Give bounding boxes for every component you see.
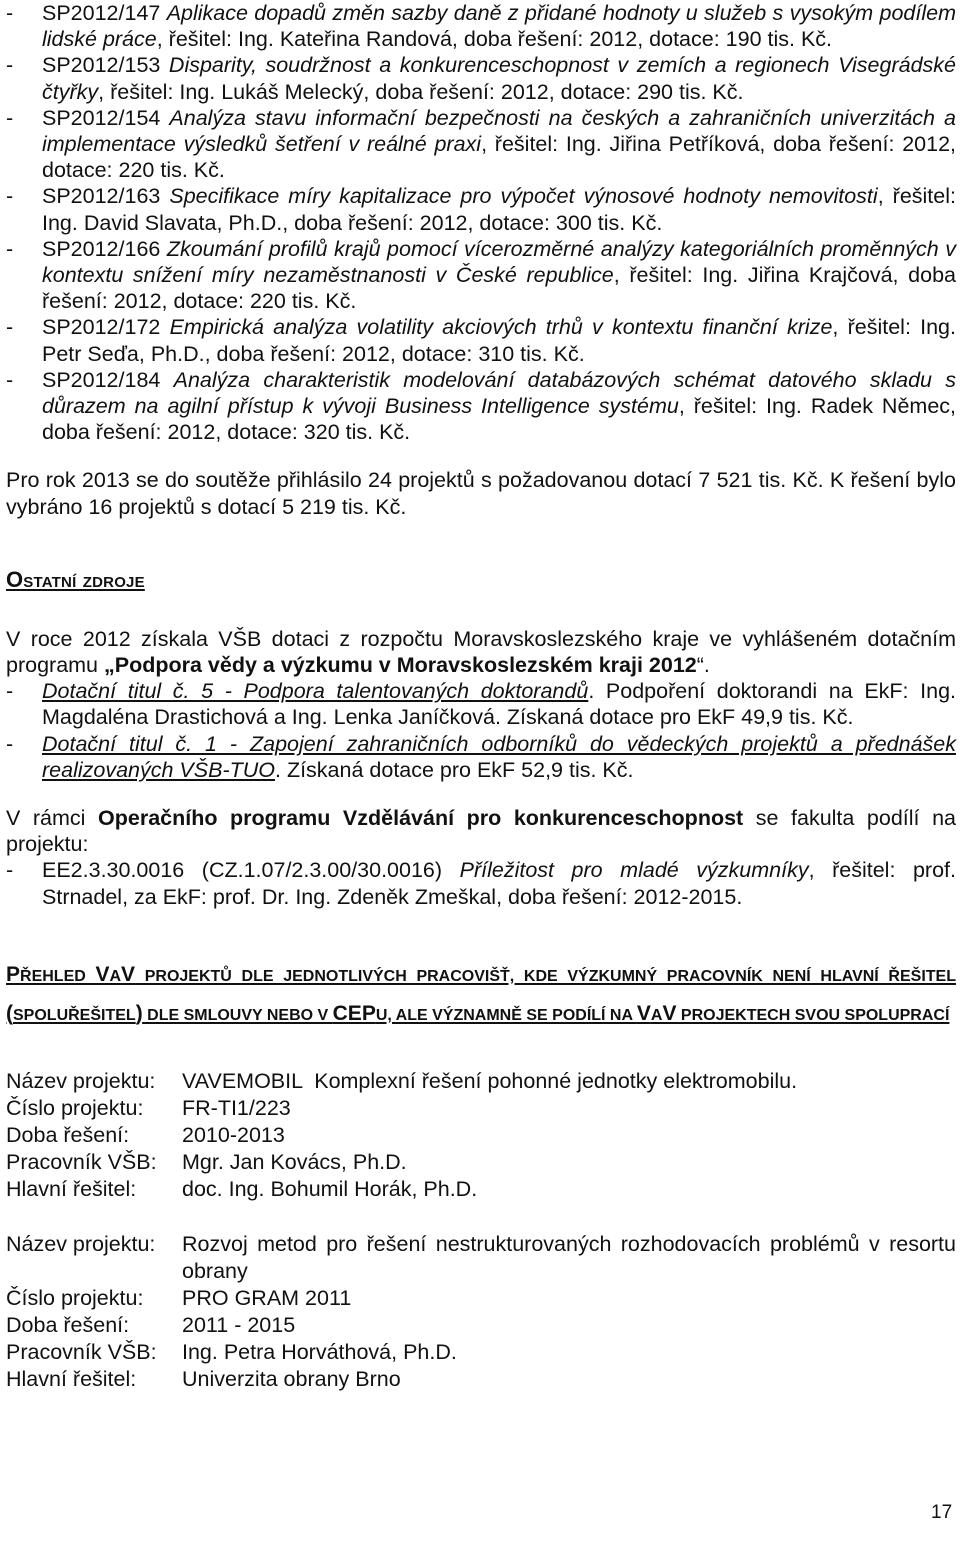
list-item: - SP2012/163 Specifikace míry kapitalizace pro výpočet výnosové hodnoty nemovitosti, řešitel: Ing. David Slavata, Ph.D., doba řešení: 2012, dotace: 300 tis. Kč.: [6, 183, 956, 235]
table-row: Doba řešení: 2011 - 2015: [6, 1312, 296, 1337]
project-table-pro-gram: [6, 1231, 956, 1393]
table-row: Číslo projektu: PRO GRAM 2011: [6, 1285, 352, 1310]
list-item: - SP2012/184 Analýza charakteristik modelování databázových schémat datového skladu s důrazem na agilní přístup k vývoji Business Intelligence systému, řešitel: Ing. Radek Němec, doba řešení: 2012, dotace: 320 tis. Kč.: [6, 367, 956, 446]
list-item: - Dotační titul č. 5 - Podpora talentovaných doktorandů. Podpoření doktorandi na EkF: Ing. Magdaléna Drastichová a Ing. Lenka Janíčková. Získaná dotace pro EkF 49,9 tis. Kč.: [6, 678, 956, 730]
overview-heading: PŘEHLED VAV PROJEKTŮ DLE JEDNOTLIVÝCH PRACOVIŠŤ, KDE VÝZKUMNÝ PRACOVNÍK NENÍ HLAVNÍ ŘEŠITEL (SPOLUŘEŠITEL) DLE SMLOUVY NEBO V CEPU, ALE VÝZNAMNĚ SE PODÍLÍ NA VAV PROJEKTECH SVOU SPOLUPRACÍ: [6, 962, 956, 1025]
ostatni-intro-paragraph: V roce 2012 získala VŠB dotaci z rozpočtu Moravskoslezského kraje ve vyhlášeném dotačním programu „Podpora vědy a výzkumu v Moravskoslezském kraji 2012“.: [6, 626, 956, 678]
section-heading-ostatni-zdroje: Ostatní zdroje: [6, 566, 145, 592]
list-item: - SP2012/147 Aplikace dopadů změn sazby daně z přidané hodnoty u služeb s vysokým podílem lidské práce, řešitel: Ing. Kateřina Randová, doba řešení: 2012, dotace: 190 tis. Kč.: [6, 0, 956, 52]
grant-titles-list: [6, 678, 956, 783]
list-item: - EE2.3.30.0016 (CZ.1.07/2.3.00/30.0016) Příležitost pro mladé výzkumníky, řešitel: prof. Strnadel, za EkF: prof. Dr. Ing. Zdeněk Zmeškal, doba řešení: 2012-2015.: [6, 857, 956, 909]
list-item: - SP2012/166 Zkoumání profilů krajů pomocí vícerozměrné analýzy kategoriálních proměnných v kontextu snížení míry nezaměstnanosti v České republice, řešitel: Ing. Jiřina Krajčová, doba řešení: 2012, dotace: 220 tis. Kč.: [6, 236, 956, 315]
table-row: Doba řešení: 2010-2013: [6, 1122, 285, 1147]
op-paragraph: V rámci Operačního programu Vzdělávání pro konkurenceschopnost se fakulta podílí na projektu:: [6, 806, 956, 857]
project-table-vavemobil: [6, 1068, 956, 1203]
table-row: Název projektu: VAVEMOBIL Komplexní řešení pohonné jednotky elektromobilu.: [6, 1068, 798, 1093]
list-item: - SP2012/153 Disparity, soudržnost a konkurenceschopnost v zemích a regionech Visegrádské čtyřky, řešitel: Ing. Lukáš Melecký, doba řešení: 2012, dotace: 290 tis. Kč.: [6, 52, 956, 104]
list-item: - SP2012/172 Empirická analýza volatility akciových trhů v kontextu finanční krize, řešitel: Ing. Petr Seďa, Ph.D., doba řešení: 2012, dotace: 310 tis. Kč.: [6, 314, 956, 366]
table-row: Pracovník VŠB: Ing. Petra Horváthová, Ph.D.: [6, 1339, 457, 1364]
table-row: Pracovník VŠB: Mgr. Jan Kovács, Ph.D.: [6, 1149, 407, 1174]
document-page: [6, 0, 956, 1393]
table-row: Číslo projektu: FR-TI1/223: [6, 1095, 291, 1120]
page-number: 17: [931, 1502, 953, 1523]
summary-2013: Pro rok 2013 se do soutěže přihlásilo 24 projektů s požadovanou dotací 7 521 tis. Kč. K řešení bylo vybráno 16 projektů s dotací 5 219 tis. Kč.: [6, 468, 956, 519]
table-row: Hlavní řešitel: Univerzita obrany Brno: [6, 1366, 401, 1391]
sp-projects-list: [6, 0, 956, 445]
table-row: Hlavní řešitel: doc. Ing. Bohumil Horák, Ph.D.: [6, 1176, 478, 1201]
op-projects-list: [6, 857, 956, 909]
list-item: - Dotační titul č. 1 - Zapojení zahraničních odborníků do vědeckých projektů a přednášek realizovaných VŠB-TUO. Získaná dotace pro EkF 52,9 tis. Kč.: [6, 731, 956, 783]
op-section: [6, 805, 956, 910]
table-row: Název projektu: Rozvoj metod pro řešení nestrukturovaných rozhodovacích problémů v resortu obrany: [6, 1231, 956, 1283]
list-item: - SP2012/154 Analýza stavu informační bezpečnosti na českých a zahraničních univerzitách a implementace výsledků šetření v reálné praxi, řešitel: Ing. Jiřina Petříková, doba řešení: 2012, dotace: 220 tis. Kč.: [6, 105, 956, 184]
